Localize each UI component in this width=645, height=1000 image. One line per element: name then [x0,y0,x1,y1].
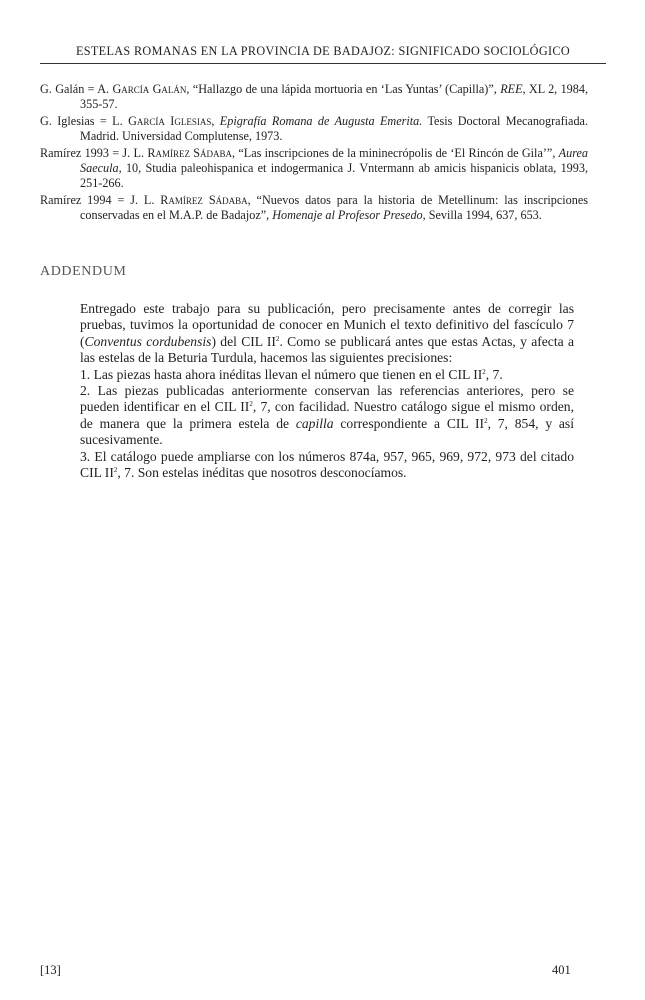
reference-key: G. Iglesias = L. [40,114,129,128]
reference-author: Ramírez Sádaba [160,193,248,207]
addendum-text: , 7. [485,366,503,382]
reference-text: , “Las inscripciones de la mininecrópolis de ‘El Rincón de Gila’”, [232,146,559,160]
addendum-text: , 7, 854, y así sucesivamente. [80,415,574,448]
addendum-text: , 7, con facilidad. Nuestro catálogo sigue el mismo orden, de manera que la primera estela de [80,399,574,431]
reference-item [40,82,588,112]
reference-item [40,193,588,223]
reference-text: , [211,114,220,128]
addendum-body [80,301,574,481]
addendum-text: Entregado este trabajo para su publicación, pero precisamente antes de corregir las pruebas, tuvimos la oportunidad de conocer en Munich el texto definitivo del fascículo 7 ( [80,301,574,349]
superscript: 2 [482,367,486,376]
reference-author: Ramírez Sádaba [147,146,233,160]
addendum-intro [80,301,574,367]
addendum-heading: ADDENDUM [40,264,127,279]
reference-italic: Epigrafía Romana de Augusta Emerita. [219,114,423,128]
reference-key: G. Galán = A. [40,82,113,96]
reference-text: , “Nuevos datos para la historia de Metellinum: las inscripciones conservadas en el M.A.P. de Badajoz”, [80,193,589,222]
addendum-item-3 [80,449,574,482]
page-number: 401 [552,963,571,977]
reference-author: García Iglesias [128,114,212,128]
superscript: 2 [113,466,118,475]
reference-item [40,146,588,191]
addendum-text: 1. Las piezas hasta ahora inéditas llevan el número que tienen en el CIL II [80,366,483,382]
addendum-text: 2. Las piezas publicadas anteriormente conservan las referencias anteriores, pero se pueden identificar en el CIL II [80,383,574,415]
reference-italic: Homenaje al Profesor Presedo, [272,208,426,222]
reference-text: 10, Studia paleohispanica et indogermanica J. Vntermann ab amicis hispanicis oblata, 1993, 251-266. [80,161,588,190]
superscript: 2 [275,334,280,343]
addendum-text: ) del CIL II [211,333,276,349]
reference-text: Tesis Doctoral Mecanografiada. Madrid. Universidad Complutense, 1973. [80,114,588,143]
addendum-text: 3. El catálogo puede ampliarse con los números 874a, 957, 965, 969, 972, 973 del citado CIL II [80,448,574,481]
section-number: [13] [40,963,61,977]
superscript: 2 [484,416,488,425]
reference-key: Ramírez 1993 = J. L. [40,146,148,160]
addendum-text: . Como se publicará antes que estas Actas, y afecta a las estelas de la Beturia Turdula, hacemos las siguientes precisiones: [80,333,574,366]
reference-item [40,114,588,144]
running-title: ESTELAS ROMANAS EN LA PROVINCIA DE BADAJOZ: SIGNIFICADO SOCIOLÓGICO [40,44,606,64]
reference-text: , “Hallazgo de una lápida mortuoria en ‘Las Yuntas’ (Capilla)”, [186,82,501,96]
reference-text: , XL 2, 1984, 355-57. [80,82,589,111]
superscript: 2 [249,400,253,409]
addendum-text: , 7. Son estelas inéditas que nosotros desconocíamos. [117,465,407,481]
addendum-text: correspondiente a CIL II [333,415,485,431]
addendum-item-2 [80,383,574,449]
reference-author: García Galán [112,82,187,96]
addendum-italic: capilla [295,415,334,431]
addendum-italic: Conventus cordubensis [84,333,212,349]
reference-italic: Aurea Saecula, [80,146,589,175]
reference-italic: REE [500,82,523,96]
addendum-item-1 [80,367,574,383]
bibliography [40,82,588,225]
reference-text: Sevilla 1994, 637, 653. [425,208,542,222]
reference-key: Ramírez 1994 = J. L. [40,193,161,207]
